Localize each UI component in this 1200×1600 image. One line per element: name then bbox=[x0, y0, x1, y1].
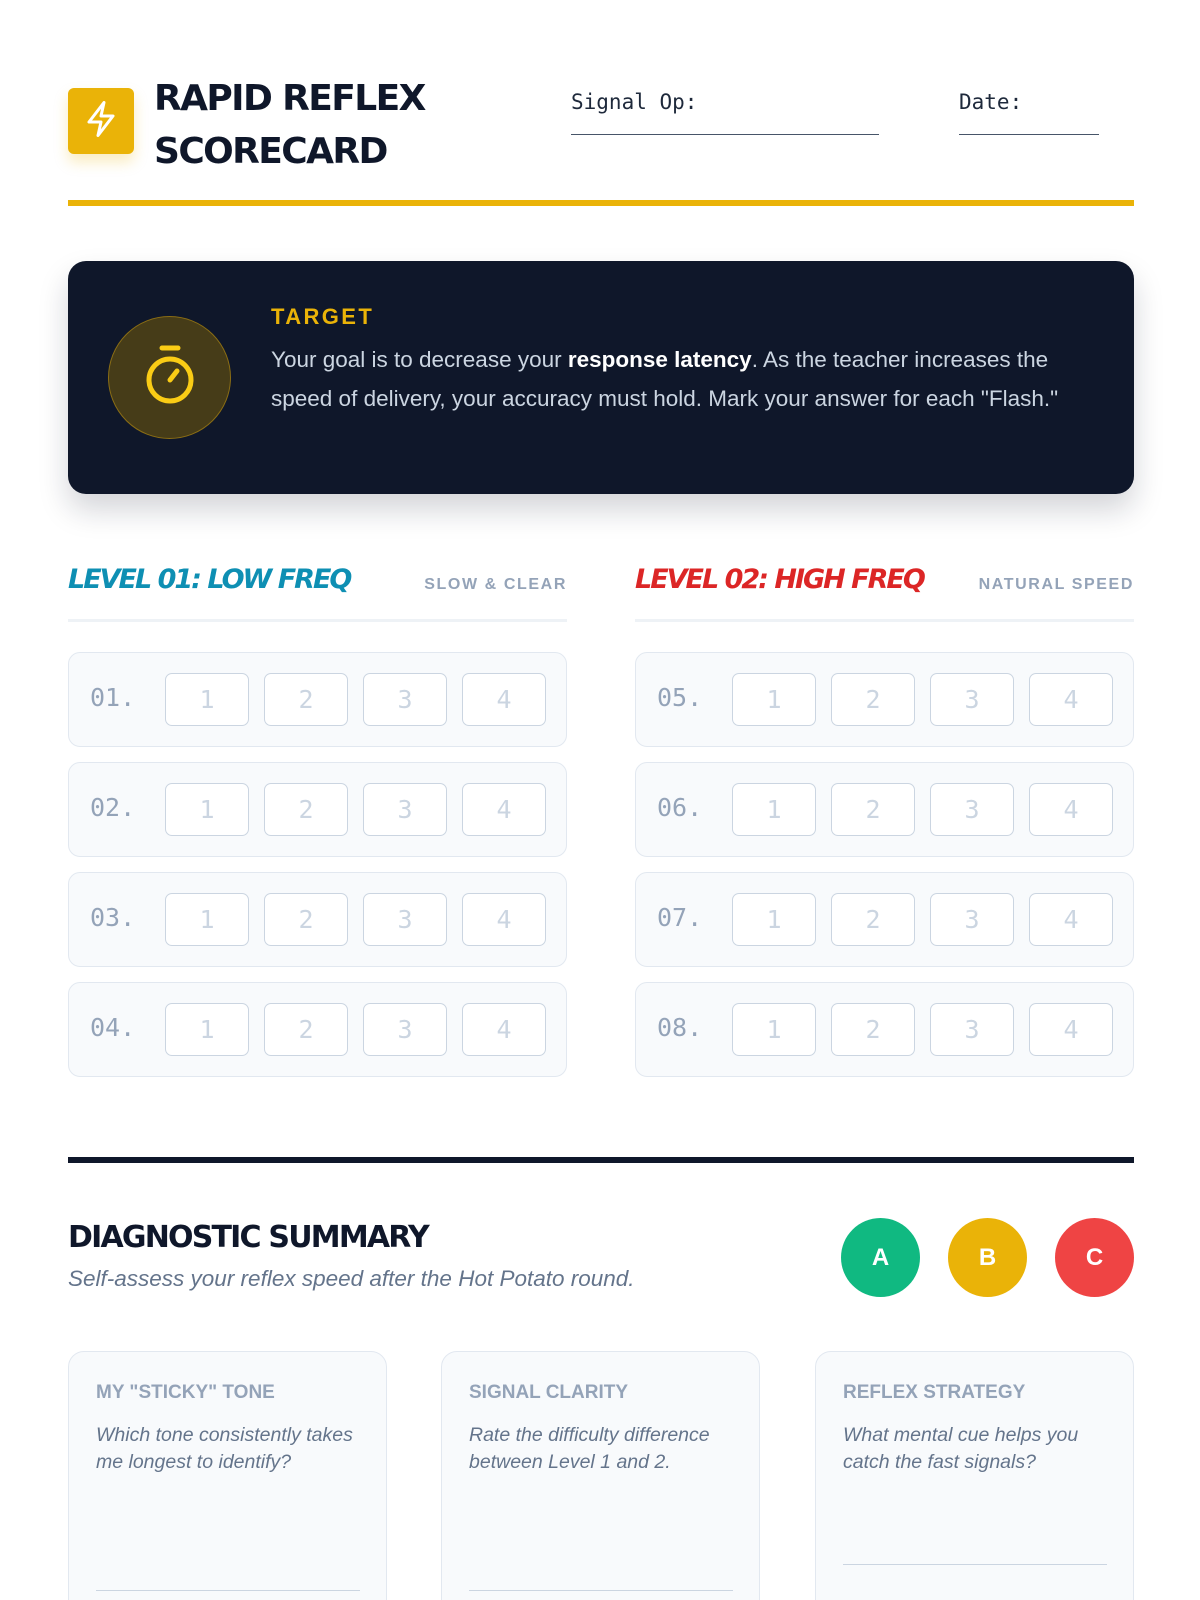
row-number: 03. bbox=[90, 903, 136, 932]
signal-op-input-line[interactable] bbox=[571, 134, 879, 135]
answer-option[interactable]: 4 bbox=[462, 1003, 546, 1056]
answer-option[interactable]: 3 bbox=[363, 783, 447, 836]
card-question: What mental cue helps you catch the fast signals? bbox=[843, 1424, 1079, 1473]
scorecard-header bbox=[68, 66, 1134, 206]
answer-row bbox=[68, 872, 567, 967]
answer-row bbox=[635, 872, 1134, 967]
card-title: REFLEX STRATEGY bbox=[843, 1382, 1026, 1403]
answer-option[interactable]: 3 bbox=[363, 893, 447, 946]
answer-option[interactable]: 4 bbox=[462, 893, 546, 946]
row-number: 04. bbox=[90, 1013, 136, 1042]
answer-option[interactable]: 1 bbox=[165, 1003, 249, 1056]
diagnostic-title: DIAGNOSTIC SUMMARY bbox=[68, 1220, 428, 1255]
answer-row bbox=[68, 652, 567, 747]
answer-option[interactable]: 1 bbox=[732, 893, 816, 946]
grade-c-button[interactable]: C bbox=[1055, 1218, 1134, 1297]
answer-option[interactable]: 1 bbox=[732, 1003, 816, 1056]
target-description bbox=[271, 341, 1091, 418]
target-panel bbox=[68, 261, 1134, 494]
level-title: LEVEL 02: HIGH FREQ bbox=[635, 564, 924, 595]
page-title bbox=[154, 72, 494, 178]
level-header bbox=[635, 560, 1134, 622]
row-number: 08. bbox=[657, 1013, 703, 1042]
answer-option[interactable]: 1 bbox=[165, 673, 249, 726]
answer-option[interactable]: 4 bbox=[462, 783, 546, 836]
answer-line[interactable] bbox=[843, 1564, 1107, 1565]
answer-option[interactable]: 3 bbox=[930, 783, 1014, 836]
answer-row bbox=[635, 762, 1134, 857]
grade-a-button[interactable]: A bbox=[841, 1218, 920, 1297]
answer-option[interactable]: 1 bbox=[165, 783, 249, 836]
stopwatch-badge bbox=[108, 316, 231, 439]
answer-row bbox=[635, 652, 1134, 747]
answer-option[interactable]: 4 bbox=[1029, 893, 1113, 946]
date-input-line[interactable] bbox=[959, 134, 1099, 135]
grade-b-button[interactable]: B bbox=[948, 1218, 1027, 1297]
answer-option[interactable]: 1 bbox=[732, 673, 816, 726]
level-header bbox=[68, 560, 567, 622]
answer-option[interactable]: 2 bbox=[831, 673, 915, 726]
answer-option[interactable]: 1 bbox=[732, 783, 816, 836]
sticky-tone-card bbox=[68, 1351, 387, 1600]
level-subtitle: SLOW & CLEAR bbox=[424, 576, 567, 593]
answer-option[interactable]: 2 bbox=[264, 783, 348, 836]
logo-badge bbox=[68, 88, 134, 154]
row-number: 01. bbox=[90, 683, 136, 712]
target-text-end: . As the teacher increases the speed of delivery, your accuracy must hold. Mark your answer for each "Flash." bbox=[271, 347, 1059, 411]
signal-clarity-card bbox=[441, 1351, 760, 1600]
target-text-bold: response latency bbox=[567, 347, 752, 372]
answer-option[interactable]: 2 bbox=[264, 1003, 348, 1056]
answer-option[interactable]: 4 bbox=[1029, 1003, 1113, 1056]
card-title: MY "STICKY" TONE bbox=[96, 1382, 275, 1403]
level-subtitle: NATURAL SPEED bbox=[978, 576, 1134, 593]
card-question: Which tone consistently takes me longest to identify? bbox=[96, 1424, 353, 1473]
reflex-strategy-card bbox=[815, 1351, 1134, 1600]
row-number: 06. bbox=[657, 793, 703, 822]
answer-option[interactable]: 3 bbox=[930, 1003, 1014, 1056]
answer-option[interactable]: 4 bbox=[1029, 673, 1113, 726]
answer-line[interactable] bbox=[469, 1590, 733, 1591]
date-label: Date: bbox=[959, 90, 1023, 114]
answer-option[interactable]: 2 bbox=[264, 893, 348, 946]
row-number: 02. bbox=[90, 793, 136, 822]
target-text-start: Your goal is to decrease your bbox=[271, 347, 568, 372]
answer-row bbox=[68, 762, 567, 857]
header-divider bbox=[68, 200, 1134, 206]
level-title: LEVEL 01: LOW FREQ bbox=[68, 564, 351, 595]
answer-option[interactable]: 1 bbox=[165, 893, 249, 946]
lightning-bolt-icon bbox=[83, 99, 119, 144]
answer-option[interactable]: 4 bbox=[1029, 783, 1113, 836]
signal-op-label: Signal Op: bbox=[571, 90, 698, 114]
answer-option[interactable]: 3 bbox=[930, 673, 1014, 726]
answer-option[interactable]: 2 bbox=[831, 1003, 915, 1056]
answer-option[interactable]: 3 bbox=[363, 1003, 447, 1056]
answer-row bbox=[68, 982, 567, 1077]
section-divider bbox=[68, 1157, 1134, 1163]
answer-option[interactable]: 2 bbox=[264, 673, 348, 726]
level-02-section bbox=[635, 560, 1134, 1092]
title-line-2: SCORECARD bbox=[154, 131, 387, 172]
signal-op-field[interactable] bbox=[571, 90, 697, 114]
answer-option[interactable]: 3 bbox=[930, 893, 1014, 946]
level-01-section bbox=[68, 560, 567, 1092]
answer-option[interactable]: 4 bbox=[462, 673, 546, 726]
diagnostic-subtitle: Self-assess your reflex speed after the Hot Potato round. bbox=[68, 1266, 635, 1291]
date-field[interactable] bbox=[959, 90, 1022, 114]
row-number: 05. bbox=[657, 683, 703, 712]
row-number: 07. bbox=[657, 903, 703, 932]
target-label: TARGET bbox=[271, 304, 375, 329]
answer-row bbox=[635, 982, 1134, 1077]
card-question: Rate the difficulty difference between Level 1 and 2. bbox=[469, 1424, 710, 1473]
answer-option[interactable]: 2 bbox=[831, 893, 915, 946]
answer-option[interactable]: 2 bbox=[831, 783, 915, 836]
answer-line[interactable] bbox=[96, 1590, 360, 1591]
title-line-1: RAPID REFLEX bbox=[154, 78, 425, 119]
card-title: SIGNAL CLARITY bbox=[469, 1382, 629, 1403]
stopwatch-icon bbox=[141, 343, 199, 412]
answer-option[interactable]: 3 bbox=[363, 673, 447, 726]
